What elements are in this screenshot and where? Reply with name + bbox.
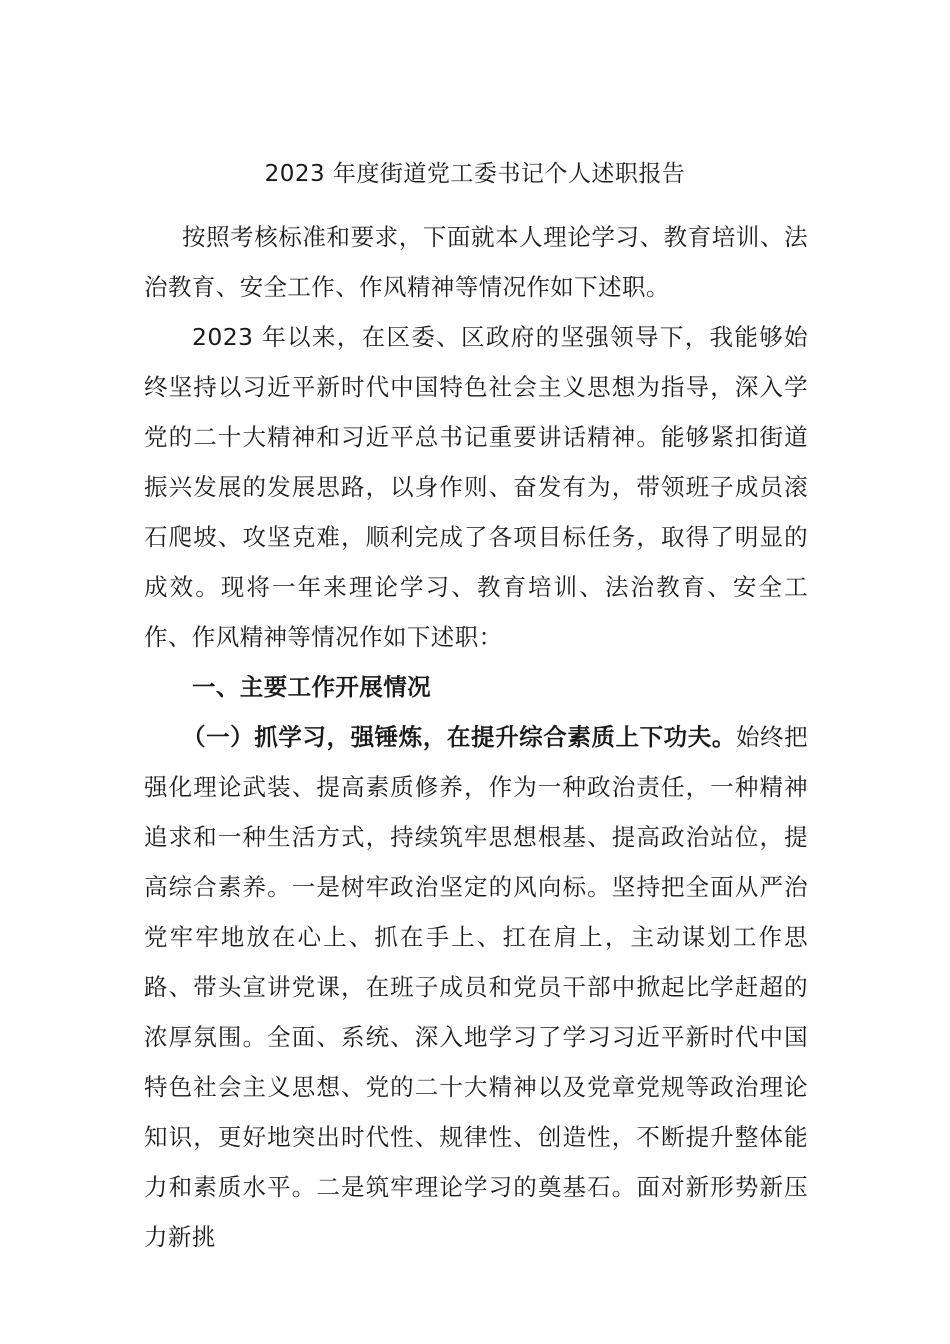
intro-paragraph: 按照考核标准和要求，下面就本人理论学习、教育培训、法治教育、安全工作、作风精神等情况作如下述职。 [144, 223, 808, 301]
subsection-paragraph [144, 712, 808, 1262]
section-heading: 一、主要工作开展情况 [192, 673, 431, 701]
document-body [144, 212, 808, 1262]
subsection-body: 始终把强化理论武装、提高素质修养，作为一种政治责任，一种精神追求和一种生活方式，持续筑牢思想根基、提高政治站位，提高综合素养。一是树牢政治坚定的风向标。坚持把全面从严治党牢牢地放在心上、抓在手上、扛在肩上，主动谋划工作思路、带头宣讲党课，在班子成员和党员干部中掀起比学赶超的浓厚氛围。全面、系统、深入地学习了学习习近平新时代中国特色社会主义思想、党的二十大精神以及党章党规等政治理论知识，更好地突出时代性、规律性、创造性，不断提升整体能力和素质水平。二是筑牢理论学习的奠基石。面对新形势新压力新挑 [144, 723, 809, 1251]
document-title: 2023 年度街道党工委书记个人述职报告 [264, 161, 686, 187]
subsection-heading: （一）抓学习，强锤炼，在提升综合素质上下功夫。 [182, 723, 736, 751]
overview-paragraph: 2023 年以来，在区委、区政府的坚强领导下，我能够始终坚持以习近平新时代中国特色社会主义思想为指导，深入学党的二十大精神和习近平总书记重要讲话精神。能够紧扣街道振兴发展的发展思路，以身作则、奋发有为，带领班子成员滚石爬坡、攻坚克难，顺利完成了各项目标任务，取得了明显的成效。现将一年来理论学习、教育培训、法治教育、安全工作、作风精神等情况作如下述职： [144, 323, 808, 651]
